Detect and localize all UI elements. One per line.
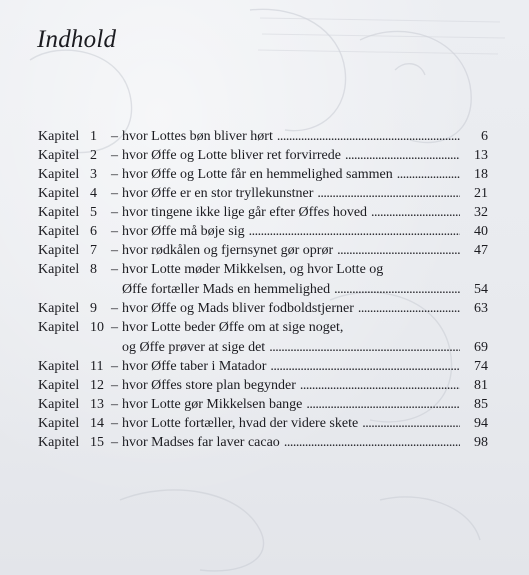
chapter-number: 3 [90, 167, 97, 182]
chapter-dash: – [111, 186, 118, 201]
chapter-title-text: hvor Madses far laver cacao [122, 435, 280, 450]
chapter-title-text: og Øffe prøver at sige det [122, 340, 266, 355]
dot-leader [358, 299, 460, 318]
contents-heading: Indhold [37, 26, 117, 53]
page-number: 74 [474, 359, 488, 374]
chapter-label: Kapitel [38, 397, 80, 412]
chapter-title-line [111, 414, 488, 433]
chapter-title-block [111, 165, 488, 184]
chapter-dash: – [111, 416, 118, 431]
chapter-title-block [111, 127, 488, 146]
chapter-label: Kapitel [38, 167, 80, 182]
chapter-dash: – [111, 320, 118, 335]
chapter-title-line [111, 280, 488, 299]
page-number: 6 [481, 129, 488, 144]
chapter-dash: – [111, 262, 118, 277]
chapter-dash: – [111, 129, 118, 144]
chapter-title-block [111, 184, 488, 203]
page-number: 13 [474, 148, 488, 163]
chapter-title-line [111, 165, 488, 184]
toc-entry [38, 146, 488, 165]
chapter-number: 15 [90, 435, 104, 450]
page-number: 81 [474, 378, 488, 393]
toc-entry [38, 357, 488, 376]
chapter-title-block [111, 414, 488, 433]
dot-leader [362, 414, 460, 433]
chapter-dash: – [111, 378, 118, 393]
page-number: 40 [474, 224, 488, 239]
chapter-label: Kapitel [38, 262, 80, 277]
chapter-label: Kapitel [38, 320, 80, 335]
toc-entry [38, 241, 488, 260]
chapter-dash: – [111, 301, 118, 316]
chapter-title-text: hvor Lotte gør Mikkelsen bange [122, 397, 303, 412]
chapter-label: Kapitel [38, 205, 80, 220]
chapter-label: Kapitel [38, 224, 80, 239]
chapter-title-text: hvor Øffe er en stor tryllekunstner [122, 186, 314, 201]
chapter-title-text: hvor rødkålen og fjernsynet gør oprør [122, 243, 334, 258]
chapter-label: Kapitel [38, 416, 80, 431]
page-number: 54 [474, 282, 488, 297]
chapter-title-line [111, 357, 488, 376]
chapter-dash: – [111, 148, 118, 163]
chapter-dash: – [111, 167, 118, 182]
chapter-dash: – [111, 397, 118, 412]
chapter-title-block [111, 241, 488, 260]
chapter-dash: – [111, 205, 118, 220]
chapter-title-text: hvor Øffe og Lotte bliver ret forvirrede [122, 148, 341, 163]
chapter-title-text: hvor tingene ikke lige går efter Øffes hoved [122, 205, 368, 220]
toc-entry [38, 299, 488, 318]
chapter-title-block [111, 357, 488, 376]
page-number: 85 [474, 397, 488, 412]
chapter-number: 10 [90, 320, 104, 335]
chapter-title-line [111, 433, 488, 452]
toc-entry [38, 433, 488, 452]
chapter-title-line [111, 146, 488, 165]
page-number: 98 [474, 435, 488, 450]
chapter-title-block [111, 146, 488, 165]
chapter-title-block [111, 433, 488, 452]
chapter-title-text: hvor Lotte fortæller, hvad der videre skete [122, 416, 359, 431]
chapter-title-text: hvor Lotte beder Øffe om at sige noget, [122, 320, 344, 335]
chapter-title-line [111, 318, 488, 338]
table-of-contents [38, 127, 488, 452]
dot-leader [277, 127, 460, 146]
chapter-title-block [111, 260, 488, 299]
chapter-dash: – [111, 243, 118, 258]
page-number: 18 [474, 167, 488, 182]
chapter-title-line [111, 338, 488, 357]
chapter-number: 9 [90, 301, 97, 316]
chapter-title-text: hvor Lotte møder Mikkelsen, og hvor Lotte og [122, 262, 384, 277]
dot-leader [300, 376, 460, 395]
chapter-title-text: Øffe fortæller Mads en hemmelighed [122, 282, 331, 297]
chapter-label: Kapitel [38, 129, 80, 144]
chapter-label: Kapitel [38, 186, 80, 201]
chapter-title-text: hvor Lottes bøn bliver hørt [122, 129, 273, 144]
dot-leader [397, 165, 460, 184]
chapter-title-text: hvor Øffe taber i Matador [122, 359, 267, 374]
chapter-label: Kapitel [38, 378, 80, 393]
chapter-number: 11 [90, 359, 104, 374]
dot-leader [270, 357, 460, 376]
chapter-dash: – [111, 435, 118, 450]
chapter-dash: – [111, 224, 118, 239]
chapter-label: Kapitel [38, 301, 80, 316]
chapter-title-line [111, 203, 488, 222]
chapter-title-line [111, 184, 488, 203]
chapter-number: 7 [90, 243, 97, 258]
chapter-number: 8 [90, 262, 97, 277]
dot-leader [317, 184, 460, 203]
page-number: 47 [474, 243, 488, 258]
dot-leader [345, 146, 460, 165]
chapter-title-line [111, 127, 488, 146]
chapter-title-block [111, 318, 488, 357]
dot-leader [249, 222, 460, 241]
chapter-label: Kapitel [38, 435, 80, 450]
chapter-title-line [111, 222, 488, 241]
toc-entry [38, 184, 488, 203]
chapter-title-text: hvor Øffes store plan begynder [122, 378, 296, 393]
dot-leader [306, 395, 460, 414]
toc-entry [38, 318, 488, 357]
chapter-label: Kapitel [38, 148, 80, 163]
chapter-title-block [111, 395, 488, 414]
toc-entry [38, 127, 488, 146]
chapter-number: 1 [90, 129, 97, 144]
chapter-number: 6 [90, 224, 97, 239]
toc-entry [38, 395, 488, 414]
chapter-title-block [111, 203, 488, 222]
toc-entry [38, 376, 488, 395]
dot-leader [269, 338, 460, 357]
chapter-title-line [111, 241, 488, 260]
chapter-number: 12 [90, 378, 104, 393]
chapter-title-text: hvor Øffe og Lotte får en hemmelighed sammen [122, 167, 393, 182]
chapter-title-text: hvor Øffe må bøje sig [122, 224, 245, 239]
page-number: 63 [474, 301, 488, 316]
page-number: 21 [474, 186, 488, 201]
chapter-title-block [111, 222, 488, 241]
chapter-title-line [111, 395, 488, 414]
chapter-label: Kapitel [38, 243, 80, 258]
dot-leader [337, 241, 460, 260]
chapter-title-line [111, 376, 488, 395]
dot-leader [334, 280, 460, 299]
chapter-number: 13 [90, 397, 104, 412]
chapter-title-line [111, 260, 488, 280]
chapter-dash: – [111, 359, 118, 374]
page-number: 69 [474, 340, 488, 355]
toc-entry [38, 165, 488, 184]
chapter-number: 14 [90, 416, 104, 431]
toc-entry [38, 260, 488, 299]
chapter-title-text: hvor Øffe og Mads bliver fodboldstjerner [122, 301, 354, 316]
toc-entry [38, 222, 488, 241]
dot-leader [284, 433, 460, 452]
toc-entry [38, 414, 488, 433]
page-number: 94 [474, 416, 488, 431]
chapter-title-line [111, 299, 488, 318]
chapter-number: 4 [90, 186, 97, 201]
chapter-number: 5 [90, 205, 97, 220]
page-number: 32 [474, 205, 488, 220]
chapter-title-block [111, 299, 488, 318]
chapter-title-block [111, 376, 488, 395]
chapter-number: 2 [90, 148, 97, 163]
toc-entry [38, 203, 488, 222]
dot-leader [371, 203, 460, 222]
chapter-label: Kapitel [38, 359, 80, 374]
